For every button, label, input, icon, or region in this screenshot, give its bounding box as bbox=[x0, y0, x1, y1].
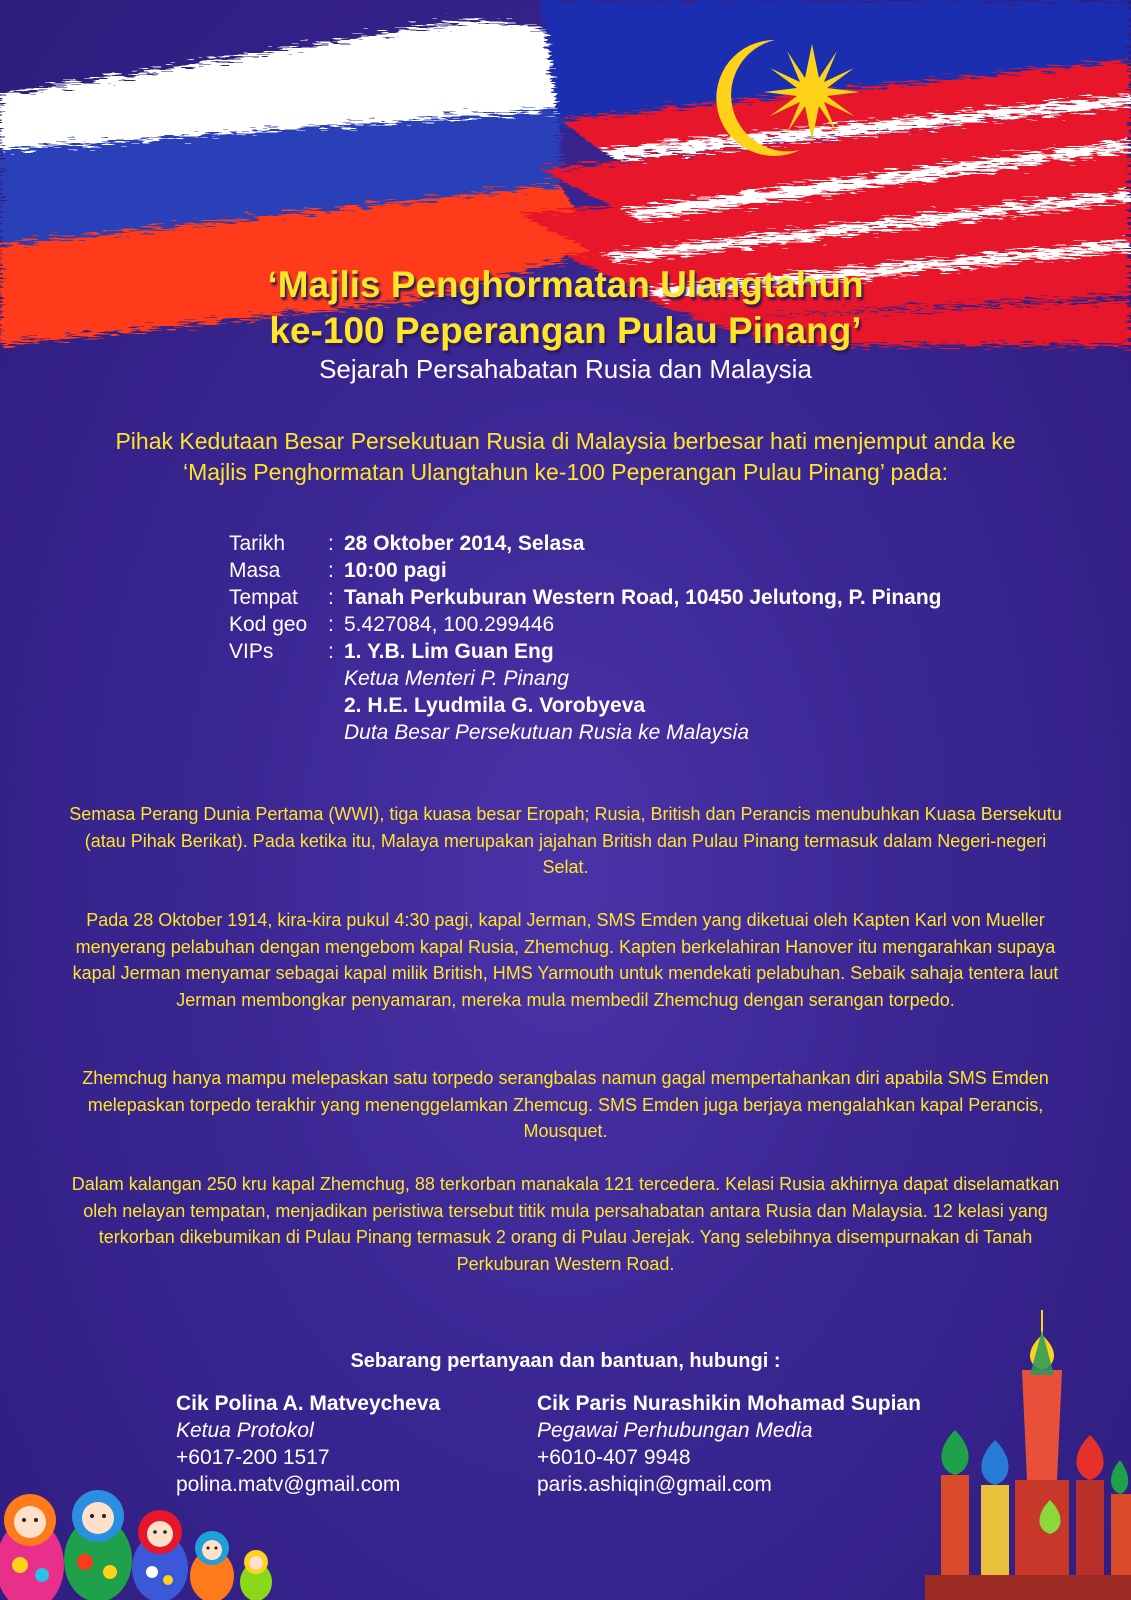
contact-2-name: Cik Paris Nurashikin Mohamad Supian bbox=[537, 1392, 921, 1415]
contact-2-phone[interactable]: +6010-407 9948 bbox=[537, 1446, 691, 1469]
event-subtitle: Sejarah Persahabatan Rusia dan Malaysia bbox=[319, 354, 812, 384]
date-label: Tarikh bbox=[229, 532, 286, 555]
time-value: 10:00 pagi bbox=[344, 559, 447, 582]
colon: : bbox=[328, 532, 334, 555]
invitation-line-2: ‘Majlis Penghormatan Ulangtahun ke-100 Peperangan Pulau Pinang’ pada: bbox=[182, 459, 949, 485]
vips-label: VIPs bbox=[229, 640, 274, 663]
vip-2-name: 2. H.E. Lyudmila G. Vorobyeva bbox=[344, 694, 646, 717]
doll-icon bbox=[190, 1531, 234, 1600]
st-basils-cathedral-icon bbox=[925, 1310, 1131, 1600]
contact-2 bbox=[537, 1390, 921, 1498]
story-paragraph-3: Zhemchug hanya mampu melepaskan satu torpedo serangbalas namun gagal mempertahankan diri apabila SMS Emden melepaskan torpedo terakhir yang menenggelamkan Zhemcug. SMS Emden juga berjaya mengalahkan kapal Perancis, Mousquet. bbox=[82, 1068, 1049, 1141]
event-title-line-1: ‘Majlis Penghormatan Ulangtahun bbox=[267, 264, 864, 305]
venue-value: Tanah Perkuburan Western Road, 10450 Jelutong, P. Pinang bbox=[344, 586, 942, 609]
vip-1-name: 1. Y.B. Lim Guan Eng bbox=[344, 640, 554, 663]
colon: : bbox=[328, 640, 334, 663]
contact-1-name: Cik Polina A. Matveycheva bbox=[176, 1392, 441, 1415]
doll-icon bbox=[240, 1550, 272, 1600]
geo-value: 5.427084, 100.299446 bbox=[344, 613, 555, 636]
story-paragraph-2: Pada 28 Oktober 1914, kira-kira pukul 4:30 pagi, kapal Jerman, SMS Emden yang diketuai oleh Kapten Karl von Mueller menyerang pelabuhan dengan mengebom kapal Rusia, Zhemchug. Kapten berkelahiran Hanover itu mengarahkan supaya kapal Jerman menyamar sebagai kapal milik British, HMS Yarmouth untuk mendekati pelabuhan. Sebaik sahaja tentera laut Jerman membongkar penyamaran, mereka mula membedil Zhemchug dengan serangan torpedo. bbox=[72, 910, 1059, 1010]
doll-icon bbox=[64, 1490, 132, 1600]
contact-1-phone[interactable]: +6017-200 1517 bbox=[176, 1446, 330, 1469]
colon: : bbox=[328, 586, 334, 609]
colon: : bbox=[328, 613, 334, 636]
date-value: 28 Oktober 2014, Selasa bbox=[344, 532, 585, 555]
contact-1-role: Ketua Protokol bbox=[176, 1419, 314, 1442]
invitation-intro bbox=[40, 426, 1091, 488]
invitation-line-1: Pihak Kedutaan Besar Persekutuan Rusia di Malaysia berbesar hati menjemput anda ke bbox=[115, 428, 1016, 454]
geo-label: Kod geo bbox=[229, 613, 308, 636]
vip-1-role: Ketua Menteri P. Pinang bbox=[344, 667, 569, 690]
story-paragraph-4: Dalam kalangan 250 kru kapal Zhemchug, 88 terkorban manakala 121 tercedera. Kelasi Rusia akhirnya dapat diselamatkan oleh nelayan tempatan, menjadikan peristiwa tersebut titik mula persahabatan antara Rusia dan Malaysia. 12 kelasi yang terkorban dikebumikan di Pulau Pinang termasuk 2 orang di Pulau Jerejak. Yang selebihnya disempurnakan di Tanah Perkuburan Western Road. bbox=[71, 1174, 1060, 1274]
contact-2-role: Pegawai Perhubungan Media bbox=[537, 1419, 813, 1442]
time-label: Masa bbox=[229, 559, 281, 582]
matryoshka-dolls-icon bbox=[0, 1480, 290, 1600]
colon: : bbox=[328, 559, 334, 582]
contact-heading: Sebarang pertanyaan dan bantuan, hubungi : bbox=[350, 1350, 781, 1372]
contact-2-email[interactable]: paris.ashiqin@gmail.com bbox=[537, 1473, 772, 1496]
doll-icon bbox=[0, 1494, 64, 1600]
contact-1-email[interactable]: polina.matv@gmail.com bbox=[176, 1473, 401, 1496]
vip-2-role: Duta Besar Persekutuan Rusia ke Malaysia bbox=[344, 721, 750, 744]
event-title-line-2: ke-100 Peperangan Pulau Pinang’ bbox=[269, 310, 862, 351]
doll-icon bbox=[132, 1510, 188, 1600]
venue-label: Tempat bbox=[229, 586, 298, 609]
story-paragraph-1: Semasa Perang Dunia Pertama (WWI), tiga kuasa besar Eropah; Rusia, British dan Perancis menubuhkan Kuasa Bersekutu (atau Pihak Berikat). Pada ketika itu, Malaya merupakan jajahan British dan Pulau Pinang termasuk dalam Negeri-negeri Selat. bbox=[69, 804, 1062, 877]
